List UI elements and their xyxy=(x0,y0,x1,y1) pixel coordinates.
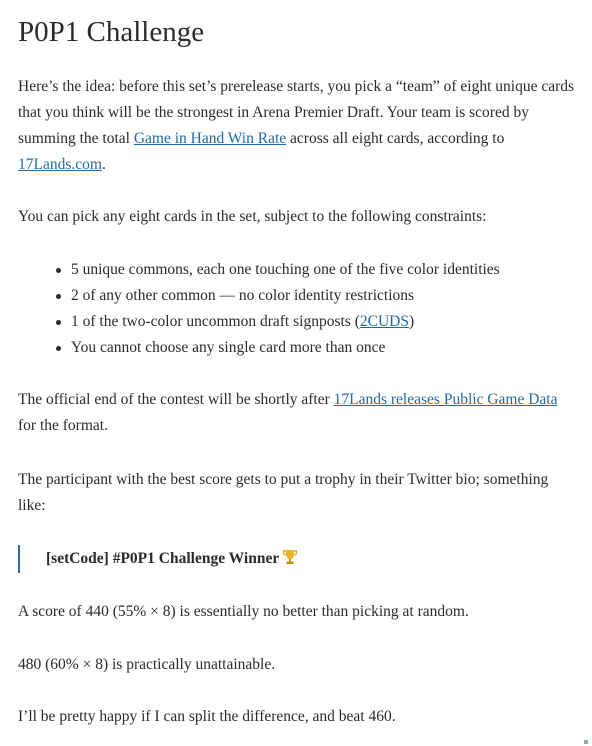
list-item xyxy=(18,257,578,283)
game-in-hand-win-rate-link[interactable]: Game in Hand Win Rate xyxy=(133,130,287,147)
trophy-icon xyxy=(282,547,298,563)
constraints-intro: You can pick any eight cards in the set, subject to the following constraints: xyxy=(18,208,487,225)
17lands-link[interactable]: 17Lands.com xyxy=(18,156,102,173)
intro-paragraph xyxy=(18,74,578,178)
corner-marker xyxy=(584,740,588,744)
list-item xyxy=(18,283,578,309)
constraint-text: 1 of the two-color uncommon draft signposts ( xyxy=(71,313,360,330)
end-paragraph xyxy=(18,387,578,439)
constraint-text: You cannot choose any single card more than once xyxy=(71,339,386,356)
intro-text-1: Here’s the idea: before this set’s prerelease starts, you pick a “team” of eight unique cards that you think will be the strongest in Arena Premier Draft. Your team is scored by summing the total xyxy=(18,78,575,147)
blockquote xyxy=(18,545,298,573)
intro-text-3: . xyxy=(101,156,106,173)
trophy-paragraph: The participant with the best score gets to put a trophy in their Twitter bio; something like: xyxy=(18,471,549,514)
score-paragraph-2: 480 (60% × 8) is practically unattainable. xyxy=(18,656,276,673)
intro-text-2: across all eight cards, according to xyxy=(286,130,505,147)
score-paragraph-3: I’ll be pretty happy if I can split the difference, and beat 460. xyxy=(18,708,396,725)
public-game-data-link[interactable]: 17Lands releases Public Game Data xyxy=(333,391,558,408)
2cuds-link[interactable]: 2CUDS xyxy=(359,313,409,330)
end-text-2: for the format. xyxy=(18,417,108,434)
constraint-text: 5 unique commons, each one touching one of the five color identities xyxy=(71,261,500,278)
constraints-list xyxy=(18,257,578,361)
page-title: P0P1 Challenge xyxy=(18,16,205,48)
quote-text: [setCode] #P0P1 Challenge Winner xyxy=(46,550,280,567)
list-item xyxy=(18,309,578,335)
end-text-1: The official end of the contest will be shortly after xyxy=(18,391,334,408)
list-item xyxy=(18,335,578,361)
score-paragraph-1: A score of 440 (55% × 8) is essentially no better than picking at random. xyxy=(18,603,469,620)
constraint-text: ) xyxy=(408,313,415,330)
constraint-text: 2 of any other common — no color identity restrictions xyxy=(71,287,415,304)
